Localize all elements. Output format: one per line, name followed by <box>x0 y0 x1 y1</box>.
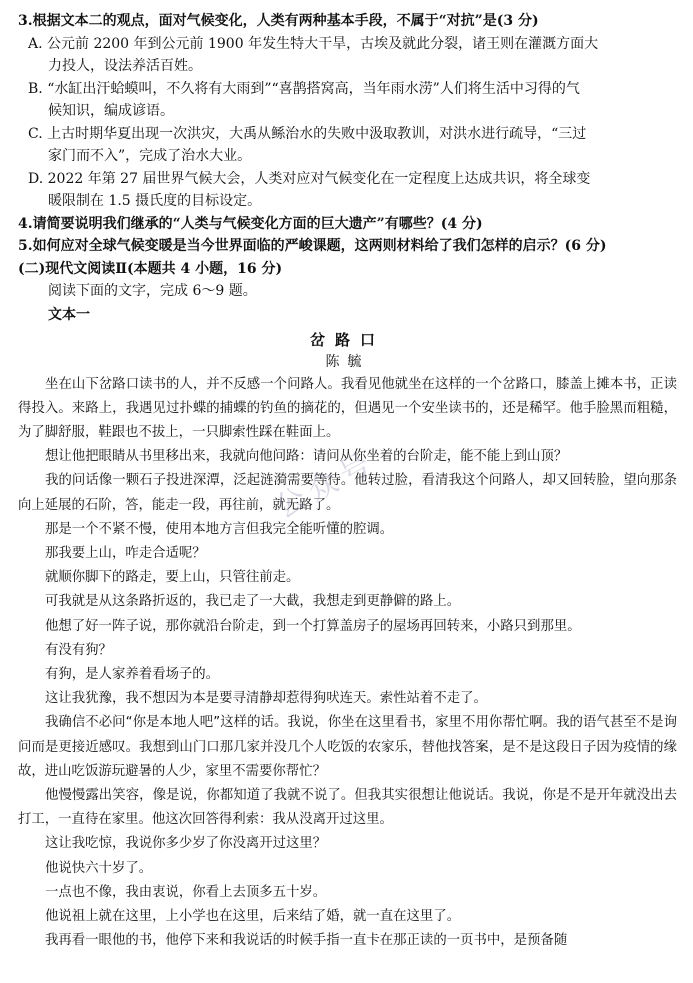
watermark: 公众号 <box>269 444 382 526</box>
option-label: C. <box>28 125 43 142</box>
option-text-cont: 力投人，设法养活百姓。 <box>48 58 202 74</box>
question-3-stem: 3.根据文本二的观点，面对气候变化，人类有两种基本手段，不属于“对抗”是(3 分) <box>18 13 539 29</box>
paragraph: 我的问话像一颗石子投进深潭，泛起涟漪需要等待。他转过脸，看清我这个问路人，却又回转脸，望向那条向上延展的石阶，答，能走一段，再往前，就无路了。 <box>18 473 677 513</box>
paragraph: 可我就是从这条路折返的，我已走了一大截，我想走到更静僻的路上。 <box>45 594 461 610</box>
question-4: 4.请简要说明我们继承的“人类与气候变化方面的巨大遗产”有哪些？(4 分) <box>18 215 483 232</box>
question-3-option-c <box>18 123 677 168</box>
paragraph: 有狗，是人家养着看场子的。 <box>45 666 220 682</box>
question-3-option-d <box>18 168 677 213</box>
paragraph: 有没有狗？ <box>45 642 112 658</box>
question-3-option-b <box>18 78 677 123</box>
paragraph: 他想了好一阵子说，那你就沿台阶走，到一个打算盖房子的屋场再回转来，小路只到那里。 <box>45 618 581 634</box>
paragraph: 那我要上山，咋走合适呢？ <box>45 545 206 561</box>
option-text: “水缸出汗蛤蟆叫，不久将有大雨到”“喜鹊搭窝高，当年雨水涝”人们将生活中习得的气 <box>47 80 580 97</box>
option-text: 2022 年第 27 届世界气候大会，人类对应对气候变化在一定程度上达成共识，将全球变 <box>47 170 591 187</box>
section-heading: (二)现代文阅读Ⅱ(本题共 4 小题，16 分) <box>18 260 283 277</box>
option-text: 上古时期华夏出现一次洪灾，大禹从鲧治水的失败中汲取教训，对洪水进行疏导，“三过 <box>47 125 587 142</box>
option-text-cont: 家门而不入”，完成了治水大业。 <box>48 148 252 164</box>
option-label: D. <box>28 170 44 187</box>
option-label: A. <box>28 35 43 52</box>
story-body <box>18 373 677 954</box>
paragraph: 他说快六十岁了。 <box>45 860 153 876</box>
option-label: B. <box>28 80 43 97</box>
paragraph: 这让我吃惊，我说你多少岁了你没离开过这里？ <box>45 836 327 852</box>
paragraph: 坐在山下岔路口读书的人，并不反感一个问路人。我看见他就坐在这样的一个岔路口，膝盖上摊本书，正读得投入。来路上，我遇见过扑蝶的捕蝶的钓鱼的摘花的，但遇见一个安坐读书的，还是稀罕。他手脸黑而粗糙，为了脚舒服，鞋跟也不拔上，一只脚索性踩在鞋面上。 <box>18 376 677 440</box>
question-5: 5.如何应对全球气候变暖是当今世界面临的严峻课题，这两则材料给了我们怎样的启示？(6 分) <box>18 238 607 254</box>
paragraph: 我再看一眼他的书，他停下来和我说话的时候手指一直卡在那正读的一页书中，是预备随 <box>45 933 568 949</box>
option-text: 公元前 2200 年到公元前 1900 年发生特大干旱，古埃及就此分裂，诸王则在灌溉方面大 <box>47 35 599 52</box>
instruction: 阅读下面的文字，完成 6～9 题。 <box>48 283 257 299</box>
paragraph: 想让他把眼睛从书里移出来，我就向他问路：请问从你坐着的台阶走，能不能上到山顶？ <box>45 449 568 465</box>
paragraph: 他慢慢露出笑容，像是说，你都知道了我就不说了。但我其实很想让他说话。我说，你是不是开年就没出去打工，一直待在家里。他这次回答得利索：我从没离开过这里。 <box>18 787 677 828</box>
question-3-option-a <box>18 33 677 78</box>
paragraph: 他说祖上就在这里，上小学也在这里，后来结了婚，就一直在这里了。 <box>45 908 461 924</box>
paragraph: 那是一个不紧不慢，使用本地方言但我完全能听懂的腔调。 <box>45 521 394 537</box>
text-label: 文本一 <box>48 306 90 323</box>
story-author: 陈毓 <box>325 353 370 370</box>
paragraph: 就顺你脚下的路走，要上山，只管往前走。 <box>45 570 300 586</box>
story-title: 岔路口 <box>309 330 385 349</box>
paragraph: 我确信不必问“你是本地人吧”这样的话。我说，你坐在这里看书，家里不用你帮忙啊。我的语气甚至不是询问而是更接近感叹。我想到山门口那几家并没几个人吃饭的农家乐，替他找答案，是不是这段日子因为疫情的缘故，进山吃饭游玩避暑的人少，家里不需要你帮忙？ <box>18 715 677 779</box>
paragraph: 一点也不像，我由衷说，你看上去顶多五十岁。 <box>45 884 327 900</box>
option-text-cont: 暖限制在 1.5 摄氏度的目标设定。 <box>48 193 262 209</box>
option-text-cont: 候知识，编成谚语。 <box>48 103 174 119</box>
paragraph: 这让我犹豫，我不想因为本是要寻清静却惹得狗吠连天。索性站着不走了。 <box>45 691 487 707</box>
